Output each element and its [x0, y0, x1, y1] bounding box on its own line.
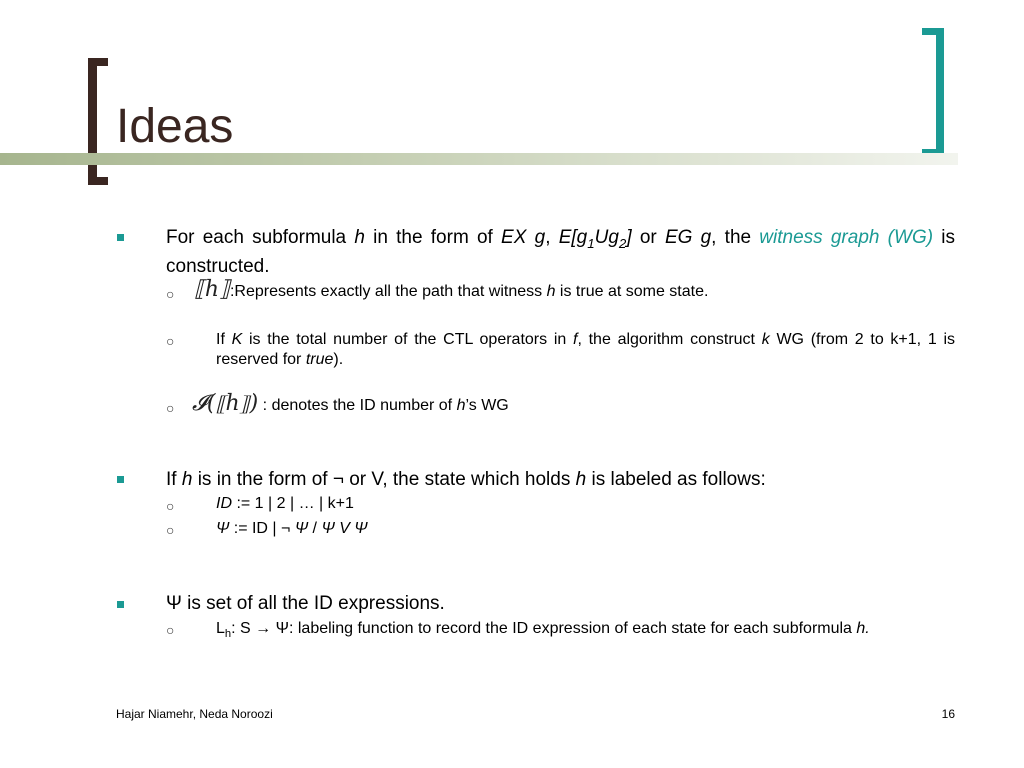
- var-k: K: [231, 331, 243, 348]
- var-h: h: [546, 283, 556, 300]
- psi-symbol: Ψ: [294, 520, 309, 537]
- text: : denotes the ID number of: [258, 397, 457, 414]
- text: For each subformula: [166, 227, 355, 248]
- text: Ug: [594, 227, 619, 248]
- formula-eg-g: EG g: [664, 227, 712, 248]
- text: ).: [333, 351, 344, 368]
- text: is constructed.: [166, 227, 955, 277]
- var-h: h: [575, 469, 587, 490]
- subbullet-operator-count: [216, 330, 955, 370]
- subbullet-psi-grammar: [216, 519, 955, 539]
- psi-expression: Ψ V Ψ: [321, 520, 368, 537]
- slide-title: Ideas: [116, 100, 234, 153]
- title-underline-bar: [0, 153, 958, 165]
- text: L: [216, 620, 225, 637]
- footer-authors: Hajar Niamehr, Neda Noroozi: [116, 707, 273, 721]
- text: E[g: [558, 227, 588, 248]
- circle-bullet-icon: ○: [166, 400, 175, 416]
- text: is labeled as follows:: [586, 469, 766, 490]
- subbullet-labeling-function: [216, 619, 955, 644]
- id-function-symbol: 𝓘(⟦h⟧): [192, 391, 259, 416]
- text: /: [308, 520, 322, 537]
- square-bullet-icon: [117, 234, 124, 241]
- text: WG (from 2 to k+1, 1 is reserved for: [216, 331, 956, 368]
- bullet-witness-graph: [166, 226, 955, 278]
- text: := ID | ¬: [229, 520, 295, 537]
- bullet-labeling: [166, 468, 955, 491]
- var-h: h: [181, 469, 193, 490]
- circle-bullet-icon: ○: [166, 522, 175, 538]
- text: :Represents exactly all the path that witness: [229, 283, 547, 300]
- formula-ex-g: EX g: [501, 227, 546, 248]
- text: is the total number of the CTL operators in: [242, 331, 573, 348]
- circle-bullet-icon: ○: [166, 498, 175, 514]
- text: If: [216, 331, 232, 348]
- text: := 1 | 2 | … | k+1: [232, 495, 354, 512]
- text: ,: [545, 227, 559, 248]
- text: is in the form of ¬ or V, the state which holds: [192, 469, 576, 490]
- text: Ψ: labeling function to record the ID expression of each state for each subformula: [271, 620, 857, 637]
- bullet-psi-definition: [166, 592, 955, 615]
- subbullet-id-number: [192, 391, 931, 416]
- left-bracket-decoration: [88, 58, 108, 185]
- text: : S: [231, 620, 256, 637]
- right-bracket-decoration: [922, 28, 944, 156]
- formula-eu: [558, 227, 632, 251]
- semantic-bracket-symbol: ⟦h⟧: [194, 277, 230, 302]
- witness-graph-term: witness graph (WG): [759, 227, 934, 248]
- term-id: ID: [216, 495, 232, 512]
- square-bullet-icon: [117, 601, 124, 608]
- text: Ψ is set of all the ID expressions.: [166, 593, 445, 614]
- var-f: f: [573, 331, 578, 348]
- text: , the: [711, 227, 760, 248]
- text: ’s WG: [465, 397, 509, 414]
- right-arrow-icon: →: [255, 620, 272, 637]
- var-h: h: [456, 397, 466, 414]
- subscript: 2: [618, 235, 627, 251]
- text: is true at some state.: [555, 283, 709, 300]
- square-bullet-icon: [117, 476, 124, 483]
- var-h: h.: [856, 620, 870, 637]
- text: in the form of: [364, 227, 502, 248]
- psi-symbol: Ψ: [216, 520, 230, 537]
- circle-bullet-icon: ○: [166, 622, 175, 638]
- var-h: h: [354, 227, 365, 248]
- text: , the algorithm construct: [577, 331, 762, 348]
- subbullet-id-grammar: [216, 494, 955, 514]
- circle-bullet-icon: ○: [166, 333, 175, 349]
- subscript: 1: [587, 235, 595, 251]
- text: ]: [626, 227, 632, 248]
- footer-page-number: 16: [941, 707, 955, 721]
- circle-bullet-icon: ○: [166, 286, 175, 302]
- subbullet-represents: [194, 277, 933, 302]
- text: or: [631, 227, 665, 248]
- var-k: k: [761, 331, 770, 348]
- subscript: h: [224, 628, 232, 641]
- text: If: [166, 469, 182, 490]
- term-true: true: [305, 351, 334, 368]
